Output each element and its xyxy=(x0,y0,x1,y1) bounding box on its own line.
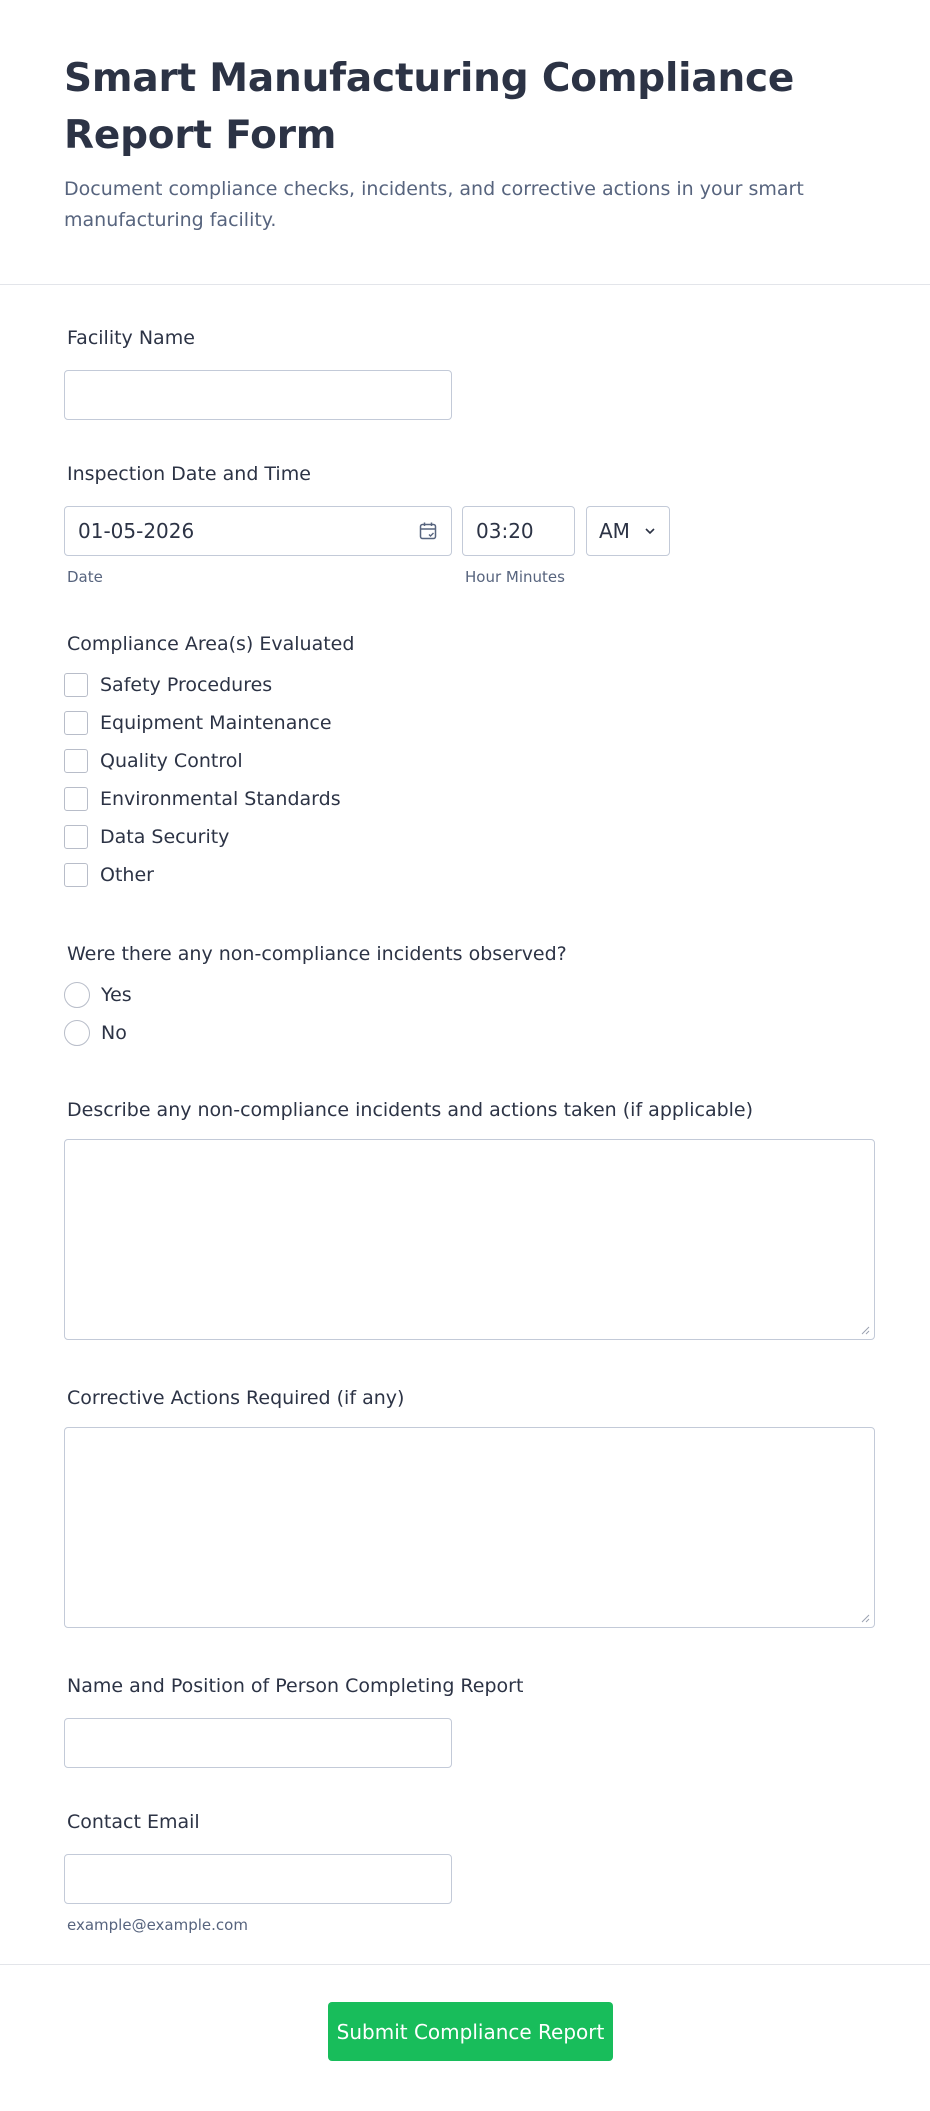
inspection-date-value: 01-05-2026 xyxy=(78,519,195,543)
checkbox-label: Equipment Maintenance xyxy=(100,712,332,734)
inspection-date-input[interactable] xyxy=(64,506,452,556)
reporter-field xyxy=(64,1674,523,1768)
inspection-datetime-label: Inspection Date and Time xyxy=(67,463,311,485)
checkbox[interactable] xyxy=(64,787,88,811)
ampm-select[interactable] xyxy=(586,506,670,556)
corrective-actions-textarea[interactable] xyxy=(64,1427,875,1628)
contact-email-sublabel: example@example.com xyxy=(67,1916,248,1934)
checkbox[interactable] xyxy=(64,711,88,735)
checkbox[interactable] xyxy=(64,825,88,849)
reporter-label: Name and Position of Person Completing Report xyxy=(67,1675,524,1697)
corrective-actions-field xyxy=(64,1386,875,1628)
radio-label: Yes xyxy=(101,984,132,1006)
form-header xyxy=(0,0,930,285)
calendar-icon[interactable] xyxy=(418,521,438,541)
checkbox[interactable] xyxy=(64,863,88,887)
checkbox-label: Environmental Standards xyxy=(100,788,341,810)
corrective-actions-label: Corrective Actions Required (if any) xyxy=(67,1387,405,1409)
incidents-observed-options xyxy=(64,976,567,1052)
contact-email-label: Contact Email xyxy=(67,1811,200,1833)
checkbox-option-quality[interactable] xyxy=(64,742,354,780)
checkbox[interactable] xyxy=(64,673,88,697)
checkbox-option-equipment[interactable] xyxy=(64,704,354,742)
checkbox-label: Quality Control xyxy=(100,750,243,772)
resize-grip-icon[interactable] xyxy=(860,1613,870,1623)
compliance-areas-field xyxy=(64,632,354,894)
compliance-areas-options xyxy=(64,666,354,894)
checkbox-label: Data Security xyxy=(100,826,230,848)
inspection-date-sublabel: Date xyxy=(67,568,103,586)
resize-grip-icon[interactable] xyxy=(860,1325,870,1335)
radio-button[interactable] xyxy=(64,982,90,1008)
incidents-observed-label: Were there any non-compliance incidents observed? xyxy=(67,943,567,965)
inspection-time-sublabel: Hour Minutes xyxy=(465,568,565,586)
page-subtitle: Document compliance checks, incidents, and corrective actions in your smart manufacturing facility. xyxy=(64,178,804,231)
page-title: Smart Manufacturing Compliance Report Form xyxy=(64,56,795,158)
checkbox-label: Safety Procedures xyxy=(100,674,273,696)
facility-name-input[interactable] xyxy=(64,370,452,420)
checkbox-option-other[interactable] xyxy=(64,856,354,894)
checkbox[interactable] xyxy=(64,749,88,773)
incidents-observed-field xyxy=(64,942,567,1052)
checkbox-option-safety[interactable] xyxy=(64,666,354,704)
ampm-value: AM xyxy=(599,519,630,543)
incident-description-textarea[interactable] xyxy=(64,1139,875,1340)
checkbox-option-environmental[interactable] xyxy=(64,780,354,818)
radio-button[interactable] xyxy=(64,1020,90,1046)
contact-email-field xyxy=(64,1810,452,1934)
inspection-datetime-field xyxy=(64,462,704,592)
submit-button[interactable]: Submit Compliance Report xyxy=(328,2002,613,2061)
checkbox-option-data-security[interactable] xyxy=(64,818,354,856)
inspection-time-input[interactable] xyxy=(462,506,575,556)
compliance-areas-label: Compliance Area(s) Evaluated xyxy=(67,633,355,655)
form-footer xyxy=(0,1964,930,2111)
reporter-input[interactable] xyxy=(64,1718,452,1768)
facility-name-field xyxy=(64,326,452,420)
inspection-time-value: 03:20 xyxy=(476,519,534,543)
radio-option-no[interactable] xyxy=(64,1014,567,1052)
radio-option-yes[interactable] xyxy=(64,976,567,1014)
incident-description-field xyxy=(64,1098,875,1340)
facility-name-label: Facility Name xyxy=(67,327,195,349)
checkbox-label: Other xyxy=(100,864,154,886)
chevron-down-icon xyxy=(643,524,657,538)
contact-email-input[interactable] xyxy=(64,1854,452,1904)
incident-description-label: Describe any non-compliance incidents and actions taken (if applicable) xyxy=(67,1099,754,1121)
radio-label: No xyxy=(101,1022,127,1044)
